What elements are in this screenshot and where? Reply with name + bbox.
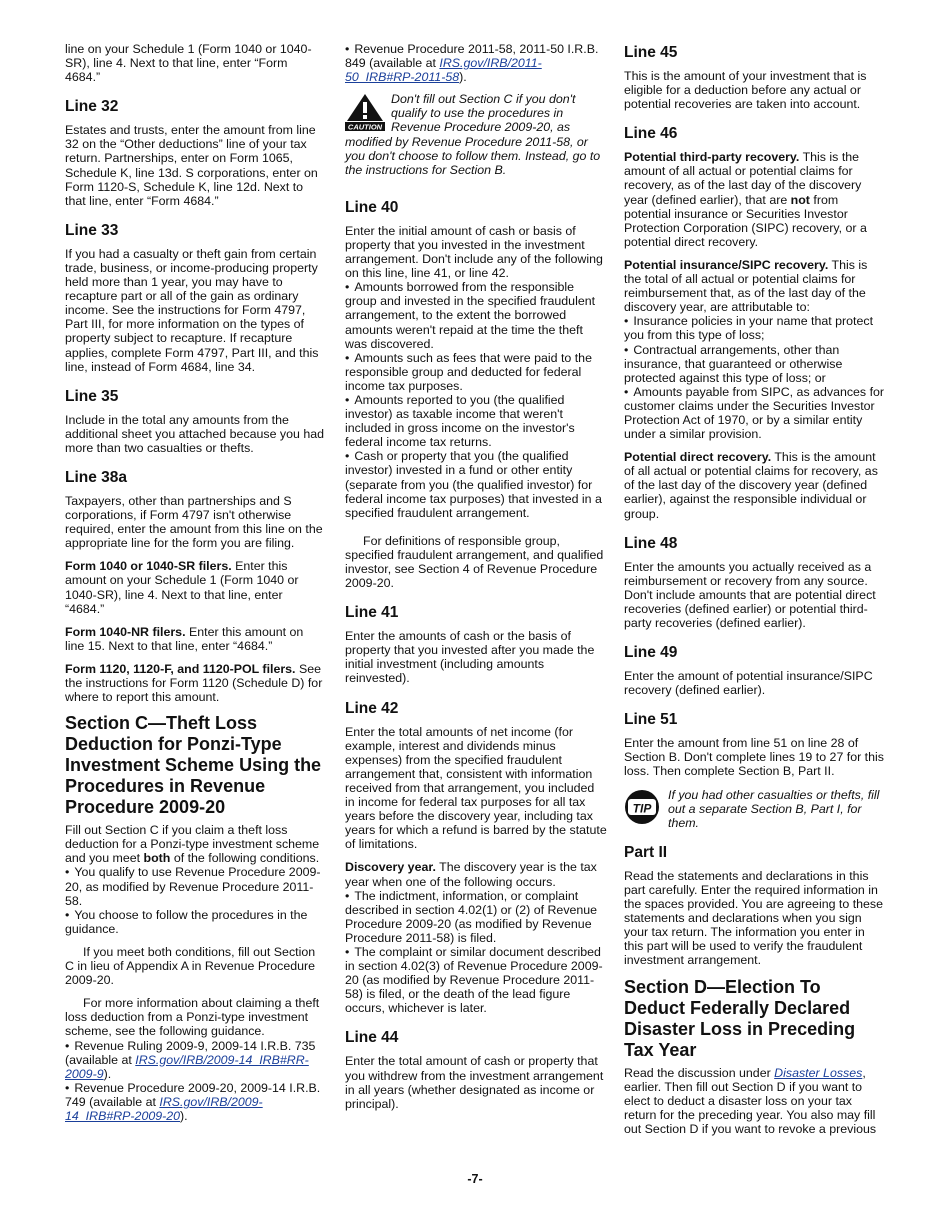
form-1120-text: See the instructions for Form 1120 (Schedule D) for where to report this amount. — [65, 661, 323, 705]
disaster-losses-link[interactable]: Disaster Losses — [774, 1065, 863, 1080]
guidance-bullet-rp — [65, 1081, 325, 1123]
section-c-paragraph: If you meet both conditions, fill out Section C in lieu of Appendix A in Revenue Procedure 2009-20. — [65, 944, 316, 988]
section-d-text-b: , earlier. Then fill out Section D if you want to elect to deduct a disaster loss on your tax return for the preceding year. You also may fill out Section D if you want to revoke a previous — [624, 1065, 877, 1136]
discovery-year-bullet: • The indictment, information, or complaint described in section 4.02(1) or (2) of Revenue Procedure 2009-20 (as modified by Revenue Procedure 2011-58) is filed. — [345, 889, 607, 945]
line-41-heading: Line 41 — [345, 604, 399, 622]
line-41-text: Enter the amounts of cash or the basis of property that you invested after you made the initial investment (including amounts reinvested). — [345, 629, 595, 686]
part-ii-heading: Part II — [624, 843, 668, 861]
third-party-recovery-paragraph — [624, 150, 886, 249]
section-c-intro — [65, 823, 325, 865]
line-51-text: Enter the amount from line 51 on line 28 of Section B. Don't complete lines 19 to 27 for this loss. Then complete Section B, Part II. — [624, 736, 884, 779]
line-45-text: This is the amount of your investment that is eligible for a deduction before any actual or potential recoveries are taken into account. — [624, 69, 867, 112]
line-48-text: Enter the amounts you actually received as a reimbursement or recovery from any source. Don't include amounts that are potential direct recoveries (defined earlier) or potential third-party recoveries (defined earlier). — [624, 559, 876, 630]
insurance-sipc-bullet: • Insurance policies in your name that protect you from this type of loss; — [624, 314, 886, 342]
section-c-intro-c: of the following conditions. — [170, 851, 320, 866]
section-d-text — [624, 1066, 886, 1136]
form-1120-paragraph — [65, 662, 325, 704]
direct-recovery-text: This is the amount of all actual or potential claims for recovery, as of the last day of the discovery year (defined earlier), against the responsible individual or group. — [624, 450, 878, 521]
third-party-recovery-text: This is the amount of all actual or potential claims for recovery, as of the last day of the discovery year (defined earlier), that are — [624, 150, 862, 207]
line-40-text: Enter the initial amount of cash or basis of property that you invested in the investment arrangement. Don't include any of the following on this line, line 41, or line 42. — [345, 223, 603, 281]
guidance-text: Revenue Ruling 2009-9, 2009-14 I.R.B. 735 (available at — [65, 1038, 316, 1067]
caution-note — [345, 92, 607, 177]
insurance-sipc-paragraph — [624, 258, 886, 314]
caution-label: CAUTION — [347, 122, 383, 132]
part-ii-text: Read the statements and declarations in this part carefully. Enter the required information in the spaces provided. You are agreeing to these statements and declarations when you sign your tax return. The information you enter in this part will be used to verify the fraudulent investment arrangement. — [624, 868, 884, 968]
guidance-end: ). — [103, 1066, 112, 1081]
line-38a-text: Taxpayers, other than partnerships and S corporations, if Form 4797 isn't otherwise required, enter the amount from this line on the appropriate line for the form you are filing. — [65, 493, 323, 551]
section-c-intro-bold: both — [143, 851, 171, 866]
line-42-text: Enter the total amounts of net income (for example, interest and dividends minus expenses) from the specified fraudulent arrangement that, consistent with information received from that arrangement, you included in income for federal tax purposes for all tax years before the discovery year, including tax years for which a refund is barred by the statute of limitations. — [345, 724, 607, 852]
insurance-sipc-text: This is the total of all actual or potential claims for reimbursement that, as of the last day of the discovery year, are attributable to: — [624, 257, 868, 315]
line-32-text: Estates and trusts, enter the amount from line 32 on the “Other deductions” line of your tax return. Partnerships, enter on Form 1065, Schedule K, line 13d. S corporations, enter on Form 1120-S, Schedule K, line 12d. Next to that line, enter “Form 4684.” — [65, 123, 318, 208]
third-party-recovery-lead: Potential third-party recovery. — [624, 150, 800, 165]
section-d-text-a: Read the discussion under — [624, 1065, 775, 1080]
discovery-year-paragraph — [345, 860, 607, 888]
line-40-bullet: • Amounts reported to you (the qualified investor) as taxable income that weren't included in gross income on the investor's federal income tax returns. — [345, 393, 607, 449]
line-40-bullet: • Cash or property that you (the qualified investor) invested in a fund or other entity (separate from you (the qualified investor) for federal income tax purposes) that invested in a specified fraudulent arrangement. — [345, 449, 607, 519]
form-1040-paragraph — [65, 559, 325, 615]
tip-label: TIP — [632, 801, 652, 816]
section-c-paragraph: For more information about claiming a theft loss deduction from a Ponzi-type investment scheme, see the following guidance. — [65, 996, 320, 1039]
insurance-sipc-lead: Potential insurance/SIPC recovery. — [624, 257, 829, 272]
line-40-heading: Line 40 — [345, 198, 399, 216]
line-49-heading: Line 49 — [624, 644, 678, 662]
third-party-recovery-not: not — [790, 192, 810, 207]
line-51-heading: Line 51 — [624, 711, 678, 729]
form-1040nr-lead: Form 1040-NR filers. — [65, 624, 186, 639]
tip-text: If you had other casualties or thefts, fill out a separate Section B, Part I, for them. — [668, 787, 880, 830]
discovery-year-text: The discovery year is the tax year when one of the following occurs. — [345, 860, 597, 889]
line-38a-heading: Line 38a — [65, 468, 128, 486]
guidance-end: ). — [459, 70, 467, 85]
irb-link-rp-2009-20[interactable]: IRS.gov/IRB/2009-14_IRB#RP-2009-20 — [65, 1094, 263, 1123]
line-33-text: If you had a casualty or theft gain from certain trade, business, or income-producing property held more than 1 year, you may have to recapture part or all of the gain as ordinary income. See the instructions for Form 4797, Part III, for more information on the types of property subject to recapture. If recapture applies, complete Form 4797, Part III, and this line, instead of Form 4684, line 34. — [65, 246, 319, 374]
column-left — [65, 42, 325, 1123]
line-49-text: Enter the amount of potential insurance/SIPC recovery (defined earlier). — [624, 669, 873, 698]
insurance-sipc-bullet: • Contractual arrangements, other than insurance, that guaranteed or otherwise protected against this type of loss; or — [624, 343, 886, 385]
continued-text: line on your Schedule 1 (Form 1040 or 1040-SR), line 4. Next to that line, enter “Form 4684.” — [65, 42, 312, 85]
line-40-bullet: • Amounts such as fees that were paid to the responsible group and deducted for federal income tax purposes. — [345, 351, 607, 393]
line-40-bullet: • Amounts borrowed from the responsible group and invested in the specified fraudulent arrangement, to the extent the borrowed amounts weren't repaid at the time the theft was discovered. — [345, 280, 607, 350]
irb-link-rp-2011-58[interactable]: IRS.gov/IRB/2011-50_IRB#RP-2011-58 — [345, 56, 542, 85]
section-d-heading: Section D—Election To Deduct Federally Declared Disaster Loss in Preceding Tax Year — [624, 976, 856, 1060]
guidance-text: Revenue Procedure 2011-58, 2011-50 I.R.B. 849 (available at — [345, 42, 599, 71]
section-c-bullet: • You choose to follow the procedures in the guidance. — [65, 908, 325, 936]
line-45-heading: Line 45 — [624, 44, 678, 61]
line-46-heading: Line 46 — [624, 125, 678, 143]
line-48-heading: Line 48 — [624, 534, 678, 552]
line-35-heading: Line 35 — [65, 387, 119, 405]
form-1120-lead: Form 1120, 1120-F, and 1120-POL filers. — [65, 661, 296, 676]
insurance-sipc-bullet: • Amounts payable from SIPC, as advances for customer claims under the Securities Investor Protection Act of 1970, or by a similar entity under a similar provision. — [624, 385, 886, 441]
discovery-year-bullet: • The complaint or similar document described in section 4.02(3) of Revenue Procedure 2009-20 (as modified by Revenue Procedure 2011-58) is filed, or the death of the lead figure occurs, whichever is later. — [345, 945, 607, 1015]
discovery-year-lead: Discovery year. — [345, 860, 436, 875]
line-44-text: Enter the total amount of cash or property that you withdrew from the investment arrangement in all years (whether designated as income or principal). — [345, 1054, 604, 1111]
caution-icon — [345, 93, 385, 131]
line-44-heading: Line 44 — [345, 1029, 399, 1047]
section-c-intro-a: Fill out Section C if you claim a theft loss deduction for a Ponzi-type investment scheme and you meet — [65, 823, 320, 866]
guidance-bullet-rr — [65, 1039, 325, 1081]
column-right — [624, 42, 886, 1145]
line-42-heading: Line 42 — [345, 699, 399, 717]
line-33-heading: Line 33 — [65, 221, 119, 239]
caution-text: Don't fill out Section C if you don't qualify to use the procedures in Revenue Procedure 2009-20, as modified by Revenue Procedure 2011-58, or you don't choose to follow them. Instead, go to the instructions for Section B. — [345, 92, 601, 177]
page-number: -7- — [467, 1172, 483, 1186]
form-1040nr-text: Enter this amount on line 15. Next to that line, enter “4684.” — [65, 624, 304, 653]
form-1040-text: Enter this amount on your Schedule 1 (Form 1040 or 1040-SR), line 4. Next to that line, enter “4684.” — [65, 559, 299, 616]
tip-icon — [624, 789, 660, 825]
form-1040-lead: Form 1040 or 1040-SR filers. — [65, 559, 232, 574]
line-32-heading: Line 32 — [65, 98, 119, 116]
third-party-recovery-text-end: from potential insurance or Securities Investor Protection Corporation (SIPC) recovery, or a potential direct recovery. — [624, 192, 867, 249]
form-1040nr-paragraph — [65, 625, 325, 653]
direct-recovery-paragraph — [624, 450, 886, 520]
guidance-text: Revenue Procedure 2009-20, 2009-14 I.R.B. 749 (available at — [65, 1080, 321, 1109]
section-c-heading: Section C—Theft Loss Deduction for Ponzi-Type Investment Scheme Using the Procedures in Revenue Procedure 2009-20 — [65, 713, 322, 818]
line-35-text: Include in the total any amounts from the additional sheet you attached because you had more than two casualties or thefts. — [65, 412, 325, 455]
section-c-bullet: • You qualify to use Revenue Procedure 2009-20, as modified by Revenue Procedure 2011-58. — [65, 865, 325, 907]
tip-note — [624, 788, 886, 830]
guidance-bullet-rp-2011 — [345, 42, 607, 84]
line-40-definitions: For definitions of responsible group, specified fraudulent arrangement, and qualified investor, see Section 4 of Revenue Procedure 2009-20. — [345, 533, 604, 591]
guidance-end: ). — [180, 1108, 188, 1123]
direct-recovery-lead: Potential direct recovery. — [624, 450, 772, 465]
column-middle — [345, 42, 607, 1120]
irb-link-rr-2009-9[interactable]: IRS.gov/IRB/2009-14_IRB#RR-2009-9 — [65, 1052, 309, 1081]
